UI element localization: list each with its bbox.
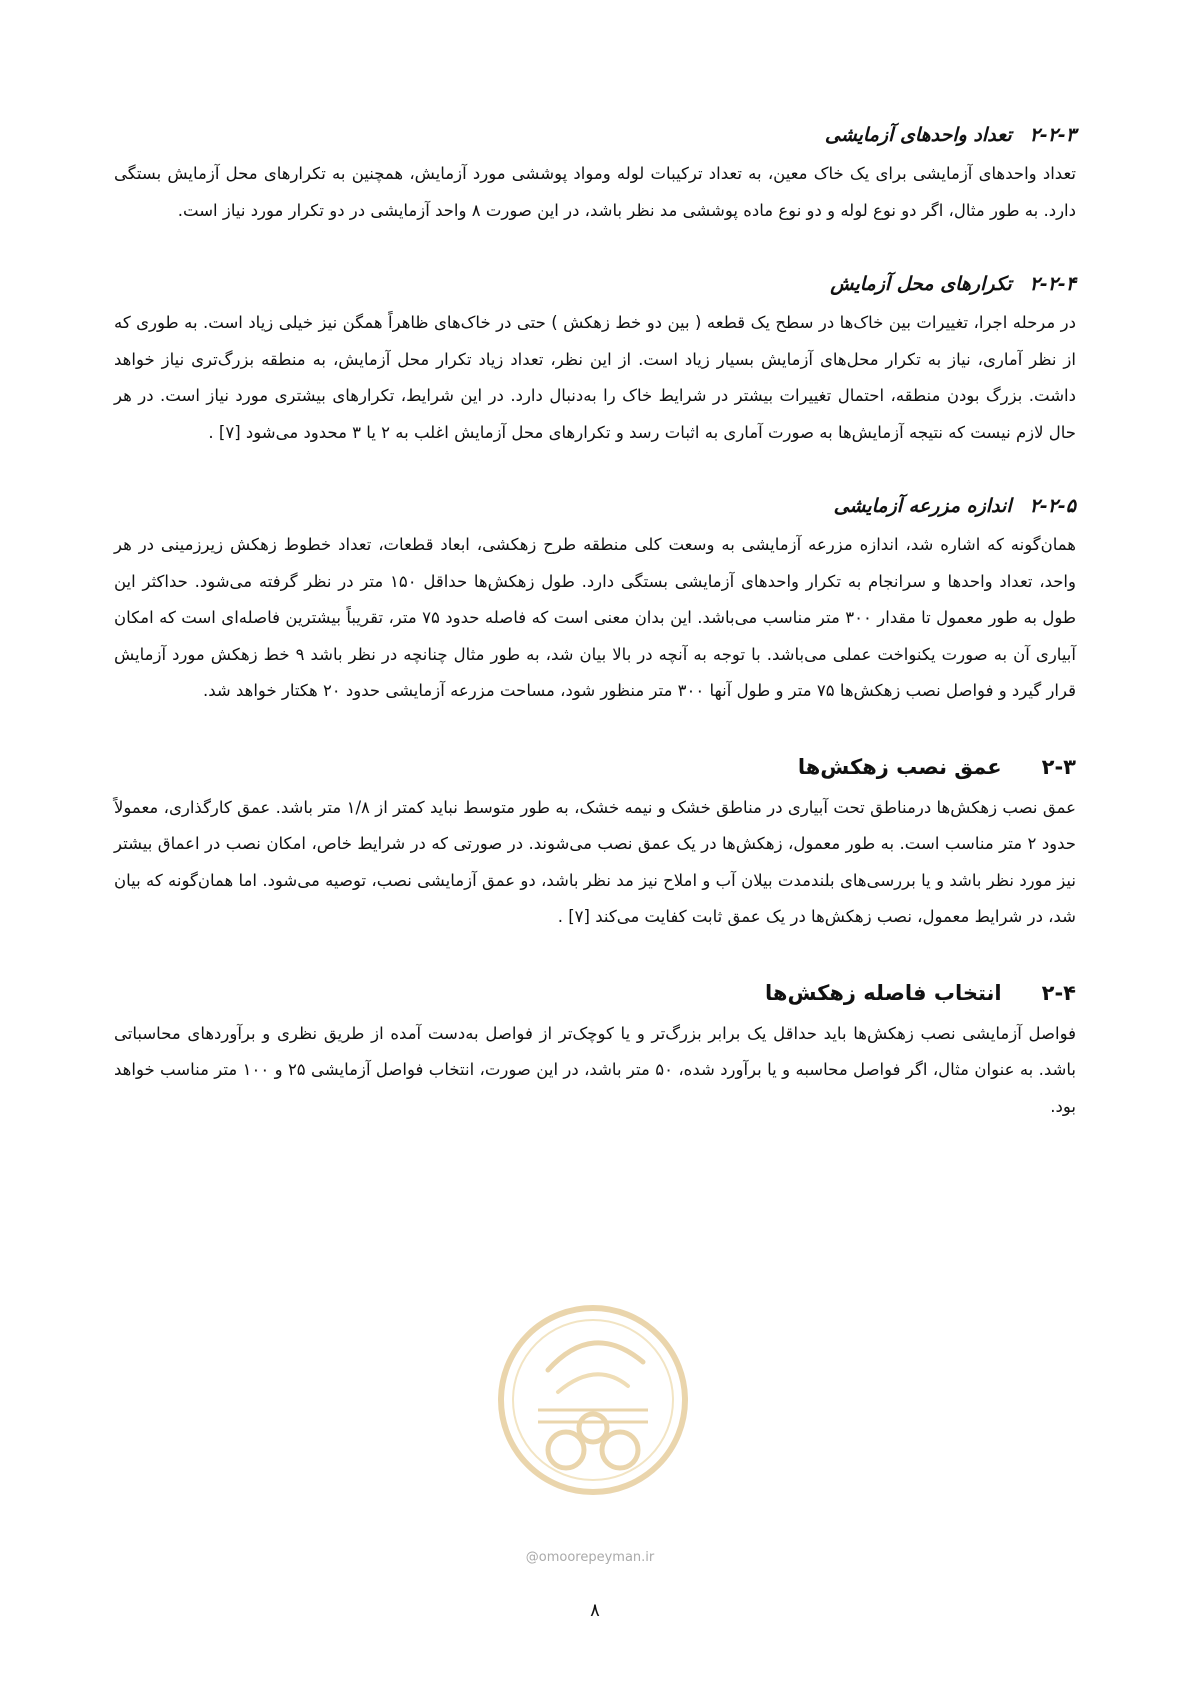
heading-title: تعداد واحدهای آزمایشی <box>824 124 1012 146</box>
page-number: ۸ <box>590 1600 600 1621</box>
heading-number: ۲-۲-۴ <box>1029 273 1076 295</box>
heading-number: ۲-۲-۳ <box>1029 124 1076 146</box>
heading-number: ۲-۳ <box>1041 754 1076 779</box>
heading-2-2-4 <box>114 269 1076 299</box>
heading-title: تکرارهای محل آزمایش <box>830 273 1012 295</box>
paragraph-drain-spacing: فواصل آزمایشی نصب زهکش‌ها باید حداقل یک برابر بزرگ‌تر و یا کوچک‌تر از فواصل به‌دست آمده از طریق نظری و برآوردهای محاسباتی باشد. به عنوان مثال، اگر فواصل محاسبه و یا برآورد شده، ۵۰ متر باشد، در این صورت، انتخاب فواصل آزمایشی ۲۵ و ۱۰۰ متر مناسب خواهد بود. <box>114 1023 1076 1116</box>
heading-2-2-3 <box>114 120 1076 150</box>
watermark-url: @omoorepeyman.ir <box>525 1550 655 1565</box>
heading-number: ۲-۴ <box>1041 980 1076 1005</box>
heading-title: عمق نصب زهکش‌ها <box>797 754 1002 779</box>
heading-title: اندازه مزرعه آزمایشی <box>833 495 1012 517</box>
paragraph-site-replications: در مرحله اجرا، تغییرات بین خاک‌ها در سطح یک قطعه ( بین دو خط زهکش ) حتی در خاک‌های ظاهراً همگن نیز خیلی زیاد است. به طوری که از نظر آماری، نیاز به تکرار محل‌های آزمایش بسیار زیاد است. از این نظر، تعداد زیاد تکرار محل آزمایش، به منطقه بزرگ‌تری نیاز خواهد داشت. بزرگ بودن منطقه، احتمال تغییرات بیشتر در شرایط خاک را به‌دنبال دارد. در این شرایط، تکرارهای بیشتری مورد نیاز است. در هر حال لازم نیست که نتیجه آزمایش‌ها به صورت آماری به اثبات رسد و تکرارهای محل آزمایش اغلب به ۲ یا ۳ محدود می‌شود [۷] . <box>114 313 1076 442</box>
heading-2-4 <box>114 976 1076 1010</box>
heading-number: ۲-۲-۵ <box>1029 495 1076 517</box>
heading-title: انتخاب فاصله زهکش‌ها <box>765 980 1002 1005</box>
heading-2-2-5 <box>114 491 1076 521</box>
paragraph-drain-depth: عمق نصب زهکش‌ها درمناطق تحت آبیاری در مناطق خشک و نیمه خشک، به طور متوسط نباید کمتر از ۱/۸ متر باشد. عمق کارگذاری، معمولاً حدود ۲ متر مناسب است. به طور معمول، زهکش‌ها در یک عمق نصب می‌شوند. در صورتی که در شرایط خاص، امکان نصب در اعماق بیشتر نیز مورد نظر باشد و یا بررسی‌های بلندمدت بیلان آب و املاح نیز مد نظر باشد، دو عمق آزمایشی نصب، توصیه می‌شود. اما همان‌گونه که بیان شد، در شرایط معمول، نصب زهکش‌ها در یک عمق ثابت کفایت می‌کند [۷] . <box>114 797 1077 926</box>
document-content <box>114 120 1076 1125</box>
paragraph-test-units: تعداد واحدهای آزمایشی برای یک خاک معین، به تعداد ترکیبات لوله ومواد پوششی مورد آزمایش، همچنین به تکرارهای محل آزمایش بستگی دارد. به طور مثال، اگر دو نوع لوله و دو نوع ماده پوششی مد نظر باشد، در این صورت ۸ واحد آزمایشی در دو تکرار مورد نیاز است. <box>114 164 1076 220</box>
watermark-logo-icon <box>478 1300 708 1510</box>
paragraph-field-size: همان‌گونه که اشاره شد، اندازه مزرعه آزمایشی به وسعت کلی منطقه طرح زهکشی، ابعاد قطعات، تعداد خطوط زهکش زیرزمینی در هر واحد، تعداد واحدها و سرانجام به تکرار واحدهای آزمایشی بستگی دارد. طول زهکش‌ها حداقل ۱۵۰ متر در نظر گرفته می‌شود. حداکثر این طول به طور معمول تا مقدار ۳۰۰ متر مناسب می‌باشد. این بدان معنی است که فاصله حدود ۷۵ متر، تقریباً بیشترین فاصله‌ای است که امکان آبیاری آن به صورت یکنواخت عملی می‌باشد. با توجه به آنچه در بالا بیان شد، به طور مثال چنانچه در نظر باشد ۹ خط زهکش مورد آزمایش قرار گیرد و فواصل نصب زهکش‌ها ۷۵ متر و طول آنها ۳۰۰ متر منظور شود، مساحت مزرعه آزمایشی حدود ۲۰ هکتار خواهد شد. <box>114 535 1077 700</box>
heading-2-3 <box>114 750 1076 784</box>
